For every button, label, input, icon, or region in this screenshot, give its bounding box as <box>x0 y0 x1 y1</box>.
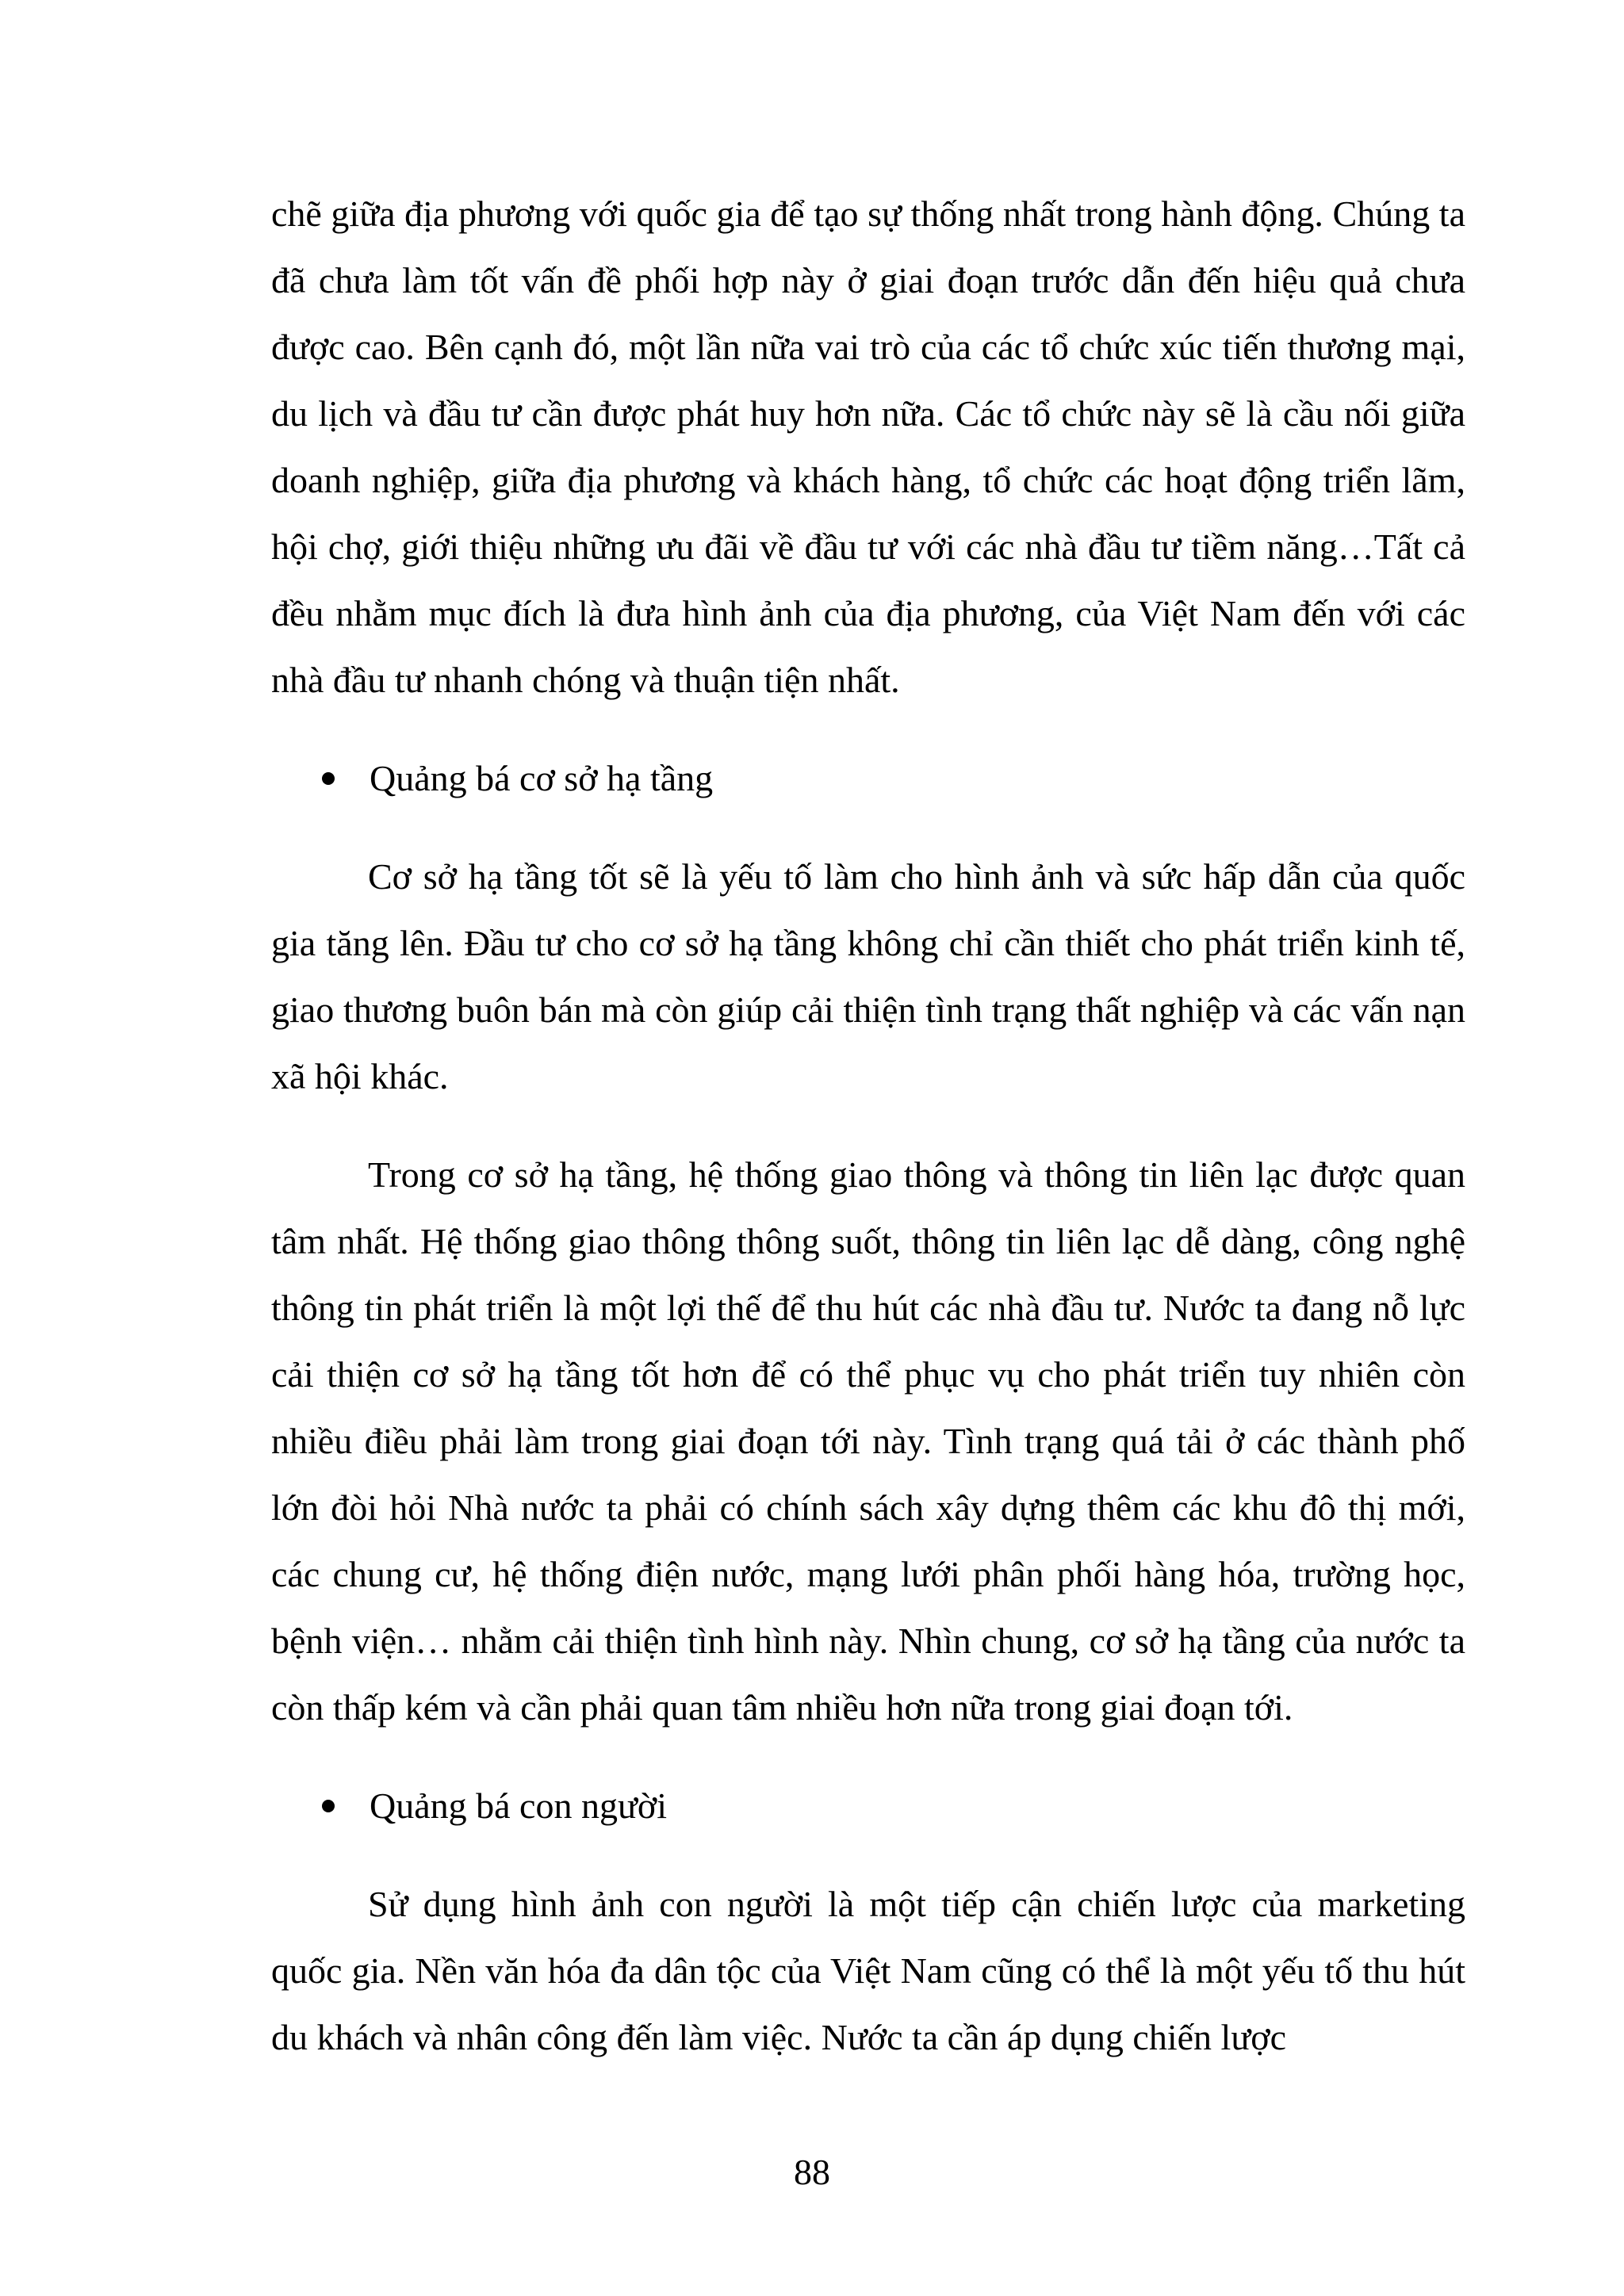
paragraph-coordination: chẽ giữa địa phương với quốc gia để tạo sự thống nhất trong hành động. Chúng ta đã chưa làm tốt vấn đề phối hợp này ở giai đoạn trước dẫn đến hiệu quả chưa được cao. Bên cạnh đó, một lần nữa vai trò của các tổ chức xúc tiến thương mại, du lịch và đầu tư cần được phát huy hơn nữa. Các tổ chức này sẽ là cầu nối giữa doanh nghiệp, giữa địa phương và khách hàng, tổ chức các hoạt động triển lãm, hội chợ, giới thiệu những ưu đãi về đầu tư với các nhà đầu tư tiềm năng…Tất cả đều nhằm mục đích là đưa hình ảnh của địa phương, của Việt Nam đến với các nhà đầu tư nhanh chóng và thuận tiện nhất. <box>271 193 1465 700</box>
page-number: 88 <box>794 2152 830 2192</box>
paragraph-infrastructure-intro: Cơ sở hạ tầng tốt sẽ là yếu tố làm cho hình ảnh và sức hấp dẫn của quốc gia tăng lên. Đầu tư cho cơ sở hạ tầng không chỉ cần thiết cho phát triển kinh tế, giao thương buôn bán mà còn giúp cải thiện tình trạng thất nghiệp và các vấn nạn xã hội khác. <box>271 856 1465 1096</box>
paragraph-infrastructure-detail: Trong cơ sở hạ tầng, hệ thống giao thông và thông tin liên lạc được quan tâm nhất. Hệ thống giao thông thông suốt, thông tin liên lạc dễ dàng, công nghệ thông tin phát triển là một lợi thế để thu hút các nhà đầu tư. Nước ta đang nỗ lực cải thiện cơ sở hạ tầng tốt hơn để có thể phục vụ cho phát triển tuy nhiên còn nhiều điều phải làm trong giai đoạn tới này. Tình trạng quá tải ở các thành phố lớn đòi hỏi Nhà nước ta phải có chính sách xây dựng thêm các khu đô thị mới, các chung cư, hệ thống điện nước, mạng lưới phân phối hàng hóa, trường học, bệnh viện… nhằm cải thiện tình hình này. Nhìn chung, cơ sở hạ tầng của nước ta còn thấp kém và cần phải quan tâm nhiều hơn nữa trong giai đoạn tới. <box>271 1154 1465 1728</box>
bullet-dot-icon <box>322 772 335 785</box>
bullet-infrastructure-label: Quảng bá cơ sở hạ tầng <box>370 758 714 798</box>
bullet-people <box>271 1773 1465 1839</box>
paragraph-people: Sử dụng hình ảnh con người là một tiếp cận chiến lược của marketing quốc gia. Nền văn hóa đa dân tộc của Việt Nam cũng có thể là một yếu tố thu hút du khách và nhân công đến làm việc. Nước ta cần áp dụng chiến lược <box>271 1884 1465 2057</box>
bullet-people-label: Quảng bá con người <box>370 1785 668 1826</box>
page-body <box>271 181 1465 2071</box>
bullet-dot-icon <box>322 1800 335 1812</box>
bullet-infrastructure <box>271 745 1465 812</box>
